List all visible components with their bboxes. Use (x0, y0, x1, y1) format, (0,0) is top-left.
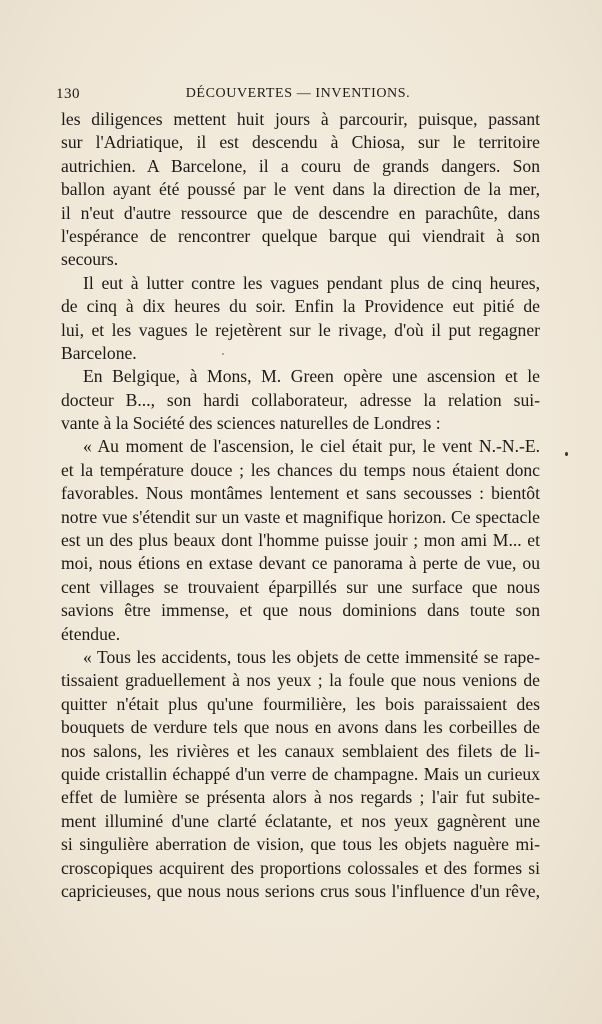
running-head: DÉCOUVERTES — INVENTIONS. (185, 86, 411, 101)
text-line: étendue. (61, 623, 121, 644)
ink-speck (565, 452, 568, 456)
text-line: moi, nous étions en extase devant ce panorama à perte de vue, ou (61, 553, 540, 574)
text-line: Barcelone. (61, 342, 137, 363)
text-line: bouquets de verdure tels que nous en avons dans les corbeilles de (61, 717, 540, 738)
text-line: et la température douce ; les chances du temps nous étaient donc (61, 459, 540, 480)
text-line: croscopiques acquirent des proportions colossales et des formes si (61, 857, 540, 878)
text-line: ballon ayant été poussé par le vent dans la direction de la mer, (61, 179, 540, 200)
text-line: tissaient graduellement à nos yeux ; la foule que nous venions de (61, 670, 540, 691)
page-header (56, 86, 540, 108)
text-line: notre vue s'étendit sur un vaste et magnifique horizon. Ce spectacle (61, 506, 540, 527)
text-line: favorables. Nous montâmes lentement et sans secousses : bientôt (61, 483, 540, 504)
text-line: ment illuminé d'une clarté éclatante, et nos yeux gagnèrent une (61, 810, 540, 831)
text-line: « Au moment de l'ascension, le ciel était pur, le vent N.-N.-E. (83, 436, 540, 457)
text-line: lui, et les vagues le rejetèrent sur le rivage, d'où il put regagner (61, 319, 540, 340)
text-line: quide cristallin échappé d'un verre de champagne. Mais un curieux (61, 763, 540, 784)
text-line: sur l'Adriatique, il est descendu à Chiosa, sur le territoire (61, 132, 540, 153)
text-line: capricieuses, que nous nous serions crus sous l'influence d'un rêve, (61, 880, 540, 901)
text-line: vante à la Société des sciences naturelles de Londres : (61, 413, 441, 434)
text-line: nos salons, les rivières et les canaux semblaient des filets de li- (61, 740, 540, 761)
text-line: quitter n'était plus qu'une fourmilière, les bois paraissaient des (61, 693, 540, 714)
text-line: autrichien. A Barcelone, il a couru de grands dangers. Son (61, 155, 540, 176)
text-line: est un des plus beaux dont l'homme puisse jouir ; mon ami M... et (61, 530, 540, 551)
text-line: cent villages se trouvaient éparpillés sur une surface que nous (61, 576, 540, 597)
text-line: Il eut à lutter contre les vagues pendant plus de cinq heures, (83, 272, 540, 293)
text-line: de cinq à dix heures du soir. Enfin la Providence eut pitié de (61, 296, 540, 317)
text-line: secours. (61, 249, 119, 270)
text-line: En Belgique, à Mons, M. Green opère une ascension et le (83, 366, 540, 387)
text-line: docteur B..., son hardi collaborateur, adresse la relation sui- (61, 389, 540, 410)
ink-speck (222, 353, 224, 355)
page-number: 130 (56, 86, 80, 102)
text-line: il n'eut d'autre ressource que de descendre en parachûte, dans (61, 202, 540, 223)
body-text (61, 108, 540, 903)
text-line: l'espérance de rencontrer quelque barque qui viendrait à son (61, 225, 540, 246)
text-line: « Tous les accidents, tous les objets de cette immensité se rape- (83, 646, 540, 667)
text-line: si singulière aberration de vision, que tous les objets naguère mi- (61, 834, 540, 855)
text-line: les diligences mettent huit jours à parcourir, puisque, passant (61, 109, 540, 129)
text-line: effet de lumière se présenta alors à nos regards ; l'air fut subite- (61, 787, 540, 808)
text-line: savions être immense, et que nous dominions dans toute son (61, 600, 540, 621)
